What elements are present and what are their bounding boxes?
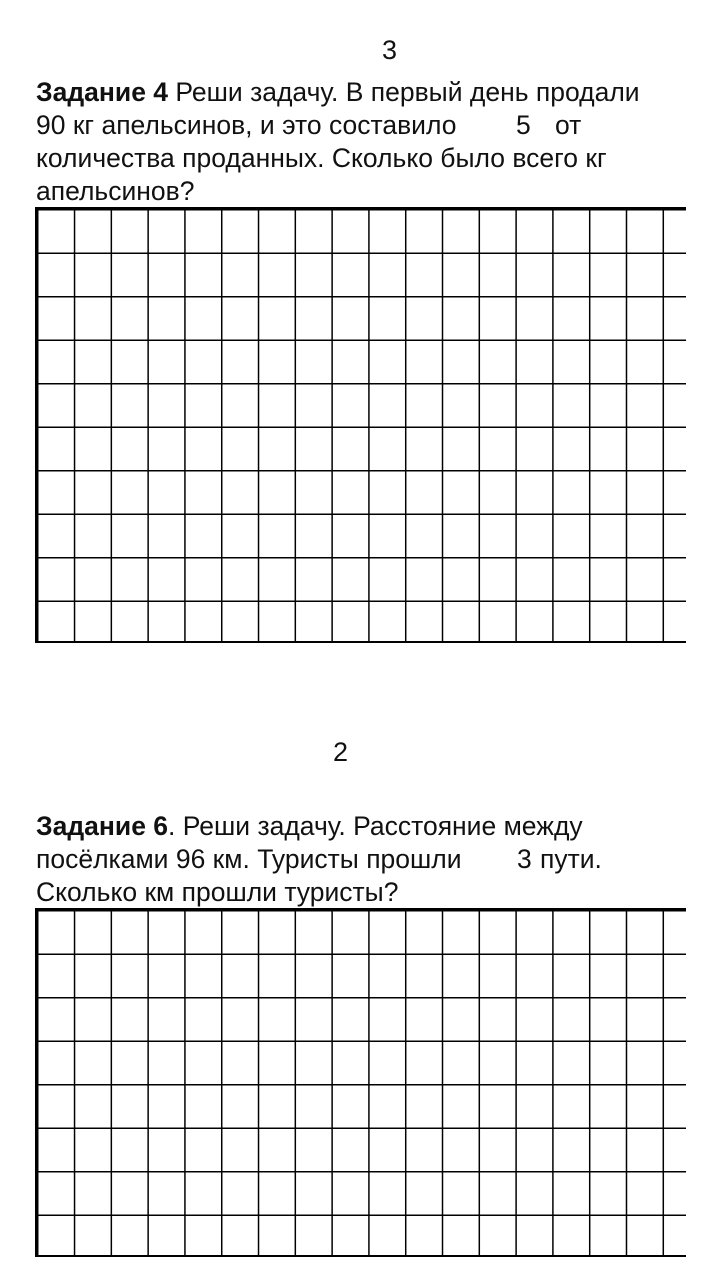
task6-numerator: 3 — [517, 844, 532, 874]
task4-line-3: количества проданных. Сколько было всего кг — [36, 143, 607, 173]
task4-answer-grid[interactable] — [35, 207, 686, 643]
task4-text — [36, 76, 696, 208]
task6-line-1 — [36, 810, 696, 843]
task6-denominator: 2 — [333, 737, 349, 767]
task4-line2-text: 90 кг апельсинов, и это составило — [36, 110, 457, 140]
task4-line2-end: от — [555, 110, 582, 140]
task6-answer-grid[interactable] — [35, 908, 686, 1257]
task6-text — [36, 810, 696, 909]
task6-line1-text: . Реши задачу. Расстояние между — [168, 811, 583, 841]
task4-line1-text: Реши задачу. В первый день продали — [168, 77, 640, 107]
task6-line2-end: пути. — [540, 844, 602, 874]
task6-label: Задание 6 — [36, 811, 169, 841]
task4-label: Задание 4 — [36, 77, 169, 107]
task6-line2-text: посёлками 96 км. Туристы прошли — [36, 844, 462, 874]
task4-numerator: 5 — [516, 110, 531, 140]
task4-denominator: 3 — [382, 35, 398, 65]
task4-line-4: апельсинов? — [36, 176, 195, 206]
task4-line-1 — [36, 76, 696, 109]
task6-line-2 — [36, 843, 696, 876]
task6-line-3: Сколько км прошли туристы? — [36, 877, 399, 907]
task4-line-2 — [36, 109, 696, 142]
